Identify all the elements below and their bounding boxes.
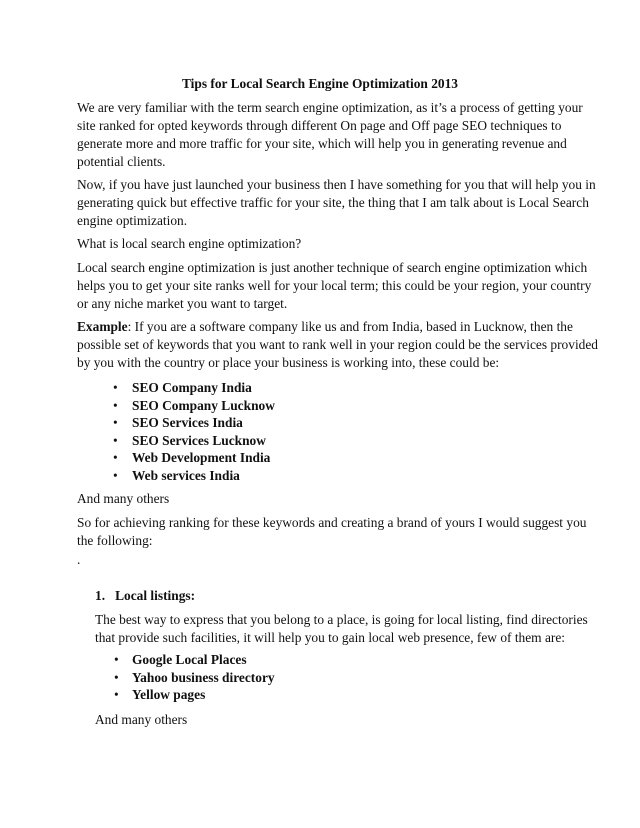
text-line: site ranked for opted keywords through different On page and Off page SEO techniques to: [77, 118, 562, 133]
list-item-text: SEO Company India: [132, 380, 252, 395]
list-item: [95, 651, 595, 669]
section-others-text: [95, 711, 595, 729]
text-line: The best way to express that you belong to a place, is going for local listing, find directories: [95, 612, 588, 627]
definition-paragraph: [77, 259, 592, 313]
section-heading-text: Local listings:: [115, 588, 196, 603]
text-line: And many others: [95, 712, 188, 727]
text-line: engine optimization.: [77, 213, 188, 228]
text-line: So for achieving ranking for these keywords and creating a brand of yours I would suggest you: [77, 515, 587, 530]
bullet-icon: •: [113, 450, 118, 465]
bullet-icon: •: [113, 467, 118, 483]
bullet-icon: •: [114, 687, 119, 702]
page-title: Tips for Local Search Engine Optimization 2013: [181, 76, 459, 91]
text-line: .: [77, 552, 81, 567]
text-line: We are very familiar with the term search engine optimization, as it’s a process of getting your: [77, 100, 583, 115]
stray-dot: [77, 551, 577, 569]
keyword-list: [77, 379, 577, 484]
intro-paragraph: [77, 99, 583, 171]
list-item: [77, 467, 577, 485]
text-line: by you with the country or place your business is working into, these could be:: [77, 355, 500, 370]
list-item-text: Yellow pages: [132, 687, 206, 702]
bullet-icon: •: [113, 432, 118, 448]
list-item: [77, 397, 577, 415]
bullet-icon: •: [114, 652, 119, 667]
suggestion-paragraph: [77, 514, 587, 550]
list-item-text: Yahoo business directory: [132, 669, 275, 685]
bullet-icon: •: [113, 397, 118, 413]
list-item-text: Web Development India: [132, 450, 271, 465]
list-item: [95, 669, 595, 687]
bullet-icon: •: [113, 415, 118, 430]
example-label: Example: [77, 319, 128, 334]
text-line: helps you to get your site ranks well for your local term; this could be your region, your country: [77, 278, 592, 293]
bullet-icon: •: [113, 380, 118, 395]
bullet-icon: •: [114, 669, 119, 685]
list-item-text: SEO Services Lucknow: [132, 432, 266, 448]
launch-paragraph: [77, 176, 596, 230]
text-line: generating quick but effective traffic for your site, the thing that I am talk about is Local Search: [77, 195, 589, 210]
list-item: [95, 686, 595, 704]
list-item: [77, 449, 577, 467]
section-paragraph: [95, 611, 595, 647]
list-item: [77, 414, 577, 432]
section-heading: [95, 587, 595, 605]
text-line: Local search engine optimization is just another technique of search engine optimization which: [77, 260, 588, 275]
directory-list: [95, 651, 595, 704]
question: [77, 235, 577, 253]
list-item: [77, 379, 577, 397]
text-line: that provide such facilities, it will help you to gain local web presence, few of them are:: [95, 630, 566, 645]
text-line: Now, if you have just launched your business then I have something for you that will help you in: [77, 177, 596, 192]
text-line: possible set of keywords that you want to rank well in your region could be the services provided: [77, 337, 598, 352]
list-item-text: SEO Services India: [132, 415, 243, 430]
question-text: What is local search engine optimization?: [77, 236, 302, 251]
text-line: generate more and more traffic for your site, which will help you in generating revenue and: [77, 136, 567, 151]
list-item-text: SEO Company Lucknow: [132, 397, 275, 413]
section-number: 1.: [95, 588, 106, 603]
others-text: [77, 490, 577, 508]
text-line: or any niche market you want to target.: [77, 296, 288, 311]
list-item-text: Google Local Places: [132, 652, 247, 667]
example-paragraph: [77, 318, 598, 372]
text-line: And many others: [77, 491, 170, 506]
text-line: potential clients.: [77, 154, 166, 169]
list-item: [77, 432, 577, 450]
text-line: the following:: [77, 533, 153, 548]
text-line: : If you are a software company like us and from India, based in Lucknow, then the: [127, 319, 573, 334]
list-item-text: Web services India: [132, 467, 240, 483]
